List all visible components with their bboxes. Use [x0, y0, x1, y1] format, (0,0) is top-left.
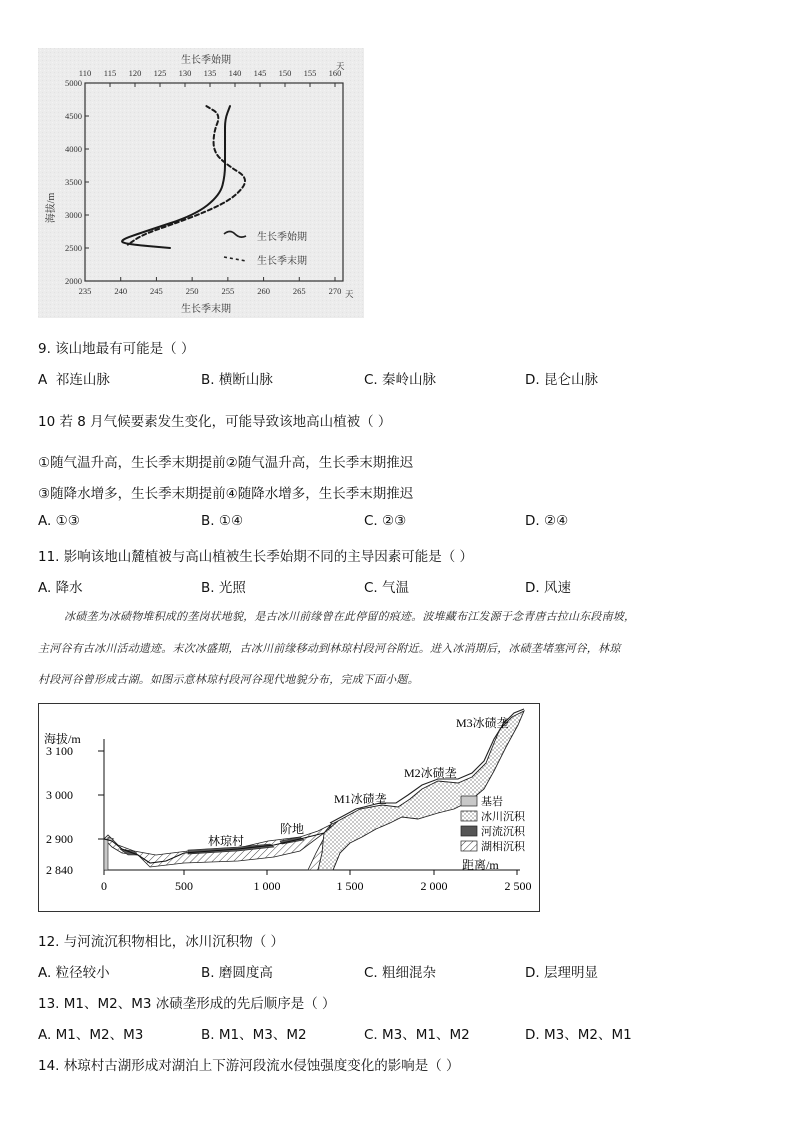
y-tick-label-3100: 3 100: [46, 744, 73, 758]
passage-line-1: 冰碛垄为冰碛物堆积成的垄岗状地貌，是古冰川前缘曾在此停留的痕迹。波堆藏布江发源于念青唐古拉山东段南坡，: [64, 610, 636, 623]
q10-option-c[interactable]: [364, 513, 406, 529]
y-tick-label: 5000: [65, 78, 82, 88]
q9-option-c[interactable]: [364, 368, 436, 388]
q12-option-d[interactable]: [525, 961, 598, 981]
x-tick-label-1000: 1 000: [253, 879, 281, 893]
x-tick-label-500: 500: [175, 879, 193, 893]
y-axis-title: 海拔/m: [46, 192, 57, 224]
option-letter: D.: [525, 372, 540, 388]
option-letter: A.: [38, 1027, 52, 1043]
option-letter: A.: [38, 965, 52, 981]
top-tick-label: 145: [253, 68, 267, 78]
top-tick-label: 130: [178, 68, 192, 78]
option-letter: B.: [201, 372, 215, 388]
option-letter: B.: [201, 513, 215, 529]
legend-label-river: 河流沉积: [481, 826, 525, 838]
option-text: ②③: [382, 513, 407, 529]
option-letter: D.: [525, 965, 540, 981]
x-tick-label-0: 0: [101, 879, 107, 893]
y-tick-label-2900: 2 900: [46, 832, 73, 846]
bottom-tick-label: 260: [257, 286, 270, 296]
q13-option-d[interactable]: [525, 1023, 632, 1043]
y-tick-label-3000: 3 000: [46, 788, 73, 802]
bottom-axis-unit: 天: [345, 289, 354, 299]
x-axis-title: 距离/m: [462, 858, 499, 872]
legend-item-end: 生长季末期: [257, 256, 307, 267]
x-tick-label-2000: 2 000: [420, 879, 448, 893]
question-14-stem: 14. 林琼村古湖形成对湖泊上下游河段流水侵蚀强度变化的影响是（ ）: [38, 1058, 460, 1074]
label-m3: M3冰碛垄: [456, 716, 509, 730]
q11-option-d[interactable]: [525, 576, 571, 596]
q12-option-c[interactable]: [364, 961, 436, 981]
y-tick-label-2840: 2 840: [46, 863, 73, 877]
option-text: 粒径较小: [55, 965, 110, 981]
option-letter: C.: [364, 513, 378, 529]
top-tick-label: 120: [128, 68, 142, 78]
option-letter: D.: [525, 1027, 540, 1043]
legend-label-glacial: 冰川沉积: [481, 811, 525, 823]
top-tick-label: 110: [78, 68, 92, 78]
q12-option-b[interactable]: [201, 961, 273, 981]
bottom-tick-label: 240: [114, 286, 128, 296]
option-letter: B.: [201, 1027, 215, 1043]
option-text: 风速: [543, 580, 571, 596]
option-text: 降水: [55, 580, 83, 596]
question-12-stem: 12. 与河流沉积物相比，冰川沉积物（ ）: [38, 934, 285, 950]
diagram-frame: [39, 704, 540, 912]
y-axis-title: 海拔/m: [44, 732, 81, 746]
legend-swatch-bedrock: [461, 796, 477, 806]
y-tick-label: 4500: [65, 111, 82, 121]
option-text: M3、M1、M2: [382, 1027, 470, 1043]
y-tick-label: 2500: [65, 243, 82, 253]
option-letter: D.: [525, 580, 540, 596]
q10-statement-line-1: ①随气温升高，生长季末期提前②随气温升高，生长季末期推迟: [38, 455, 414, 471]
option-text: 磨圆度高: [218, 965, 273, 981]
option-text: M1、M3、M2: [218, 1027, 307, 1043]
growing-season-chart: [38, 48, 364, 318]
top-tick-label: 155: [303, 68, 317, 78]
q9-option-d[interactable]: [525, 368, 598, 388]
option-letter: A.: [38, 513, 52, 529]
q11-option-b[interactable]: [201, 576, 246, 596]
top-tick-label: 135: [203, 68, 217, 78]
q13-option-a[interactable]: [38, 1023, 143, 1043]
option-text: ②④: [543, 513, 569, 529]
top-tick-label: 115: [103, 68, 117, 78]
q12-option-a[interactable]: [38, 961, 110, 981]
top-tick-label: 160: [328, 68, 342, 78]
option-text: M3、M2、M1: [543, 1027, 632, 1043]
passage-line-2: 主河谷有古冰川活动遗迹。末次冰盛期，古冰川前缘移动到林琼村段河谷附近。进入冰消期后，冰碛垄堵塞河谷，林琼: [38, 642, 621, 655]
option-letter: A: [38, 372, 48, 388]
bottom-axis-title: 生长季末期: [181, 304, 231, 315]
option-text: 横断山脉: [218, 372, 273, 388]
option-text: 祁连山脉: [55, 372, 110, 388]
option-text: M1、M2、M3: [55, 1027, 144, 1043]
option-text: ①④: [218, 513, 244, 529]
legend-swatch-glacial: [461, 811, 477, 821]
option-letter: C.: [364, 1027, 378, 1043]
option-letter: C.: [364, 372, 378, 388]
legend-swatch-river: [461, 826, 477, 836]
q10-statement-line-2: ③随降水增多，生长季末期提前④随降水增多，生长季末期推迟: [38, 486, 414, 502]
q10-option-b[interactable]: [201, 513, 243, 529]
valley-profile-diagram: [38, 703, 540, 912]
option-text: 粗细混杂: [382, 965, 437, 981]
option-letter: B.: [201, 965, 215, 981]
question-11-stem: 11. 影响该地山麓植被与高山植被生长季始期不同的主导因素可能是（ ）: [38, 549, 474, 565]
bottom-tick-label: 245: [150, 286, 163, 296]
question-9-stem: 9. 该山地最有可能是（ ）: [38, 341, 195, 357]
y-tick-label: 2000: [65, 276, 82, 286]
top-axis-unit: 天: [336, 61, 345, 71]
photo-background: [38, 48, 364, 318]
top-tick-label: 140: [228, 68, 242, 78]
option-letter: A.: [38, 580, 52, 596]
label-terrace: 阶地: [280, 822, 305, 836]
label-m1: M1冰碛垄: [334, 792, 387, 806]
q13-option-c[interactable]: [364, 1023, 470, 1043]
option-letter: B.: [201, 580, 215, 596]
option-text: 光照: [218, 580, 246, 596]
q11-option-c[interactable]: [364, 576, 409, 596]
question-13-stem: 13. M1、M2、M3 冰碛垄形成的先后顺序是（ ）: [38, 996, 336, 1012]
label-village: 林琼村: [208, 834, 245, 848]
top-tick-label: 150: [278, 68, 292, 78]
q10-option-a[interactable]: [38, 513, 80, 529]
top-axis-title: 生长季始期: [181, 55, 231, 66]
y-tick-label: 3000: [65, 210, 82, 220]
bottom-tick-label: 235: [78, 286, 92, 296]
legend-swatch-lake: [461, 841, 477, 851]
passage-line-3: 村段河谷曾形成古湖。如图示意林琼村段河谷现代地貌分布，完成下面小题。: [38, 673, 419, 686]
q11-option-a[interactable]: [38, 576, 83, 596]
option-letter: C.: [364, 580, 378, 596]
top-tick-label: 125: [153, 68, 167, 78]
option-text: 秦岭山脉: [382, 372, 437, 388]
legend-label-bedrock: 基岩: [481, 796, 503, 808]
x-tick-label-1500: 1 500: [336, 879, 364, 893]
y-tick-label: 4000: [65, 144, 82, 154]
option-letter: D.: [525, 513, 540, 529]
q13-option-b[interactable]: [201, 1023, 307, 1043]
q9-option-b[interactable]: [201, 368, 273, 388]
option-text: 昆仑山脉: [543, 372, 598, 388]
q9-option-a[interactable]: [38, 368, 110, 388]
label-m2: M2冰碛垄: [404, 766, 457, 780]
bottom-tick-label: 265: [292, 286, 306, 296]
q10-option-d[interactable]: [525, 513, 568, 529]
option-letter: C.: [364, 965, 378, 981]
option-text: ①③: [55, 513, 80, 529]
bottom-tick-label: 250: [185, 286, 199, 296]
option-text: 气温: [382, 580, 410, 596]
y-tick-label: 3500: [65, 177, 82, 187]
legend-label-lake: 湖相沉积: [481, 841, 525, 853]
x-tick-label-2500: 2 500: [504, 879, 532, 893]
bottom-tick-label: 270: [328, 286, 342, 296]
legend-item-start: 生长季始期: [257, 232, 307, 243]
bottom-tick-label: 255: [221, 286, 235, 296]
option-text: 层理明显: [543, 965, 598, 981]
question-10-stem: 10 若 8 月气候要素发生变化，可能导致该地高山植被（ ）: [38, 414, 392, 430]
